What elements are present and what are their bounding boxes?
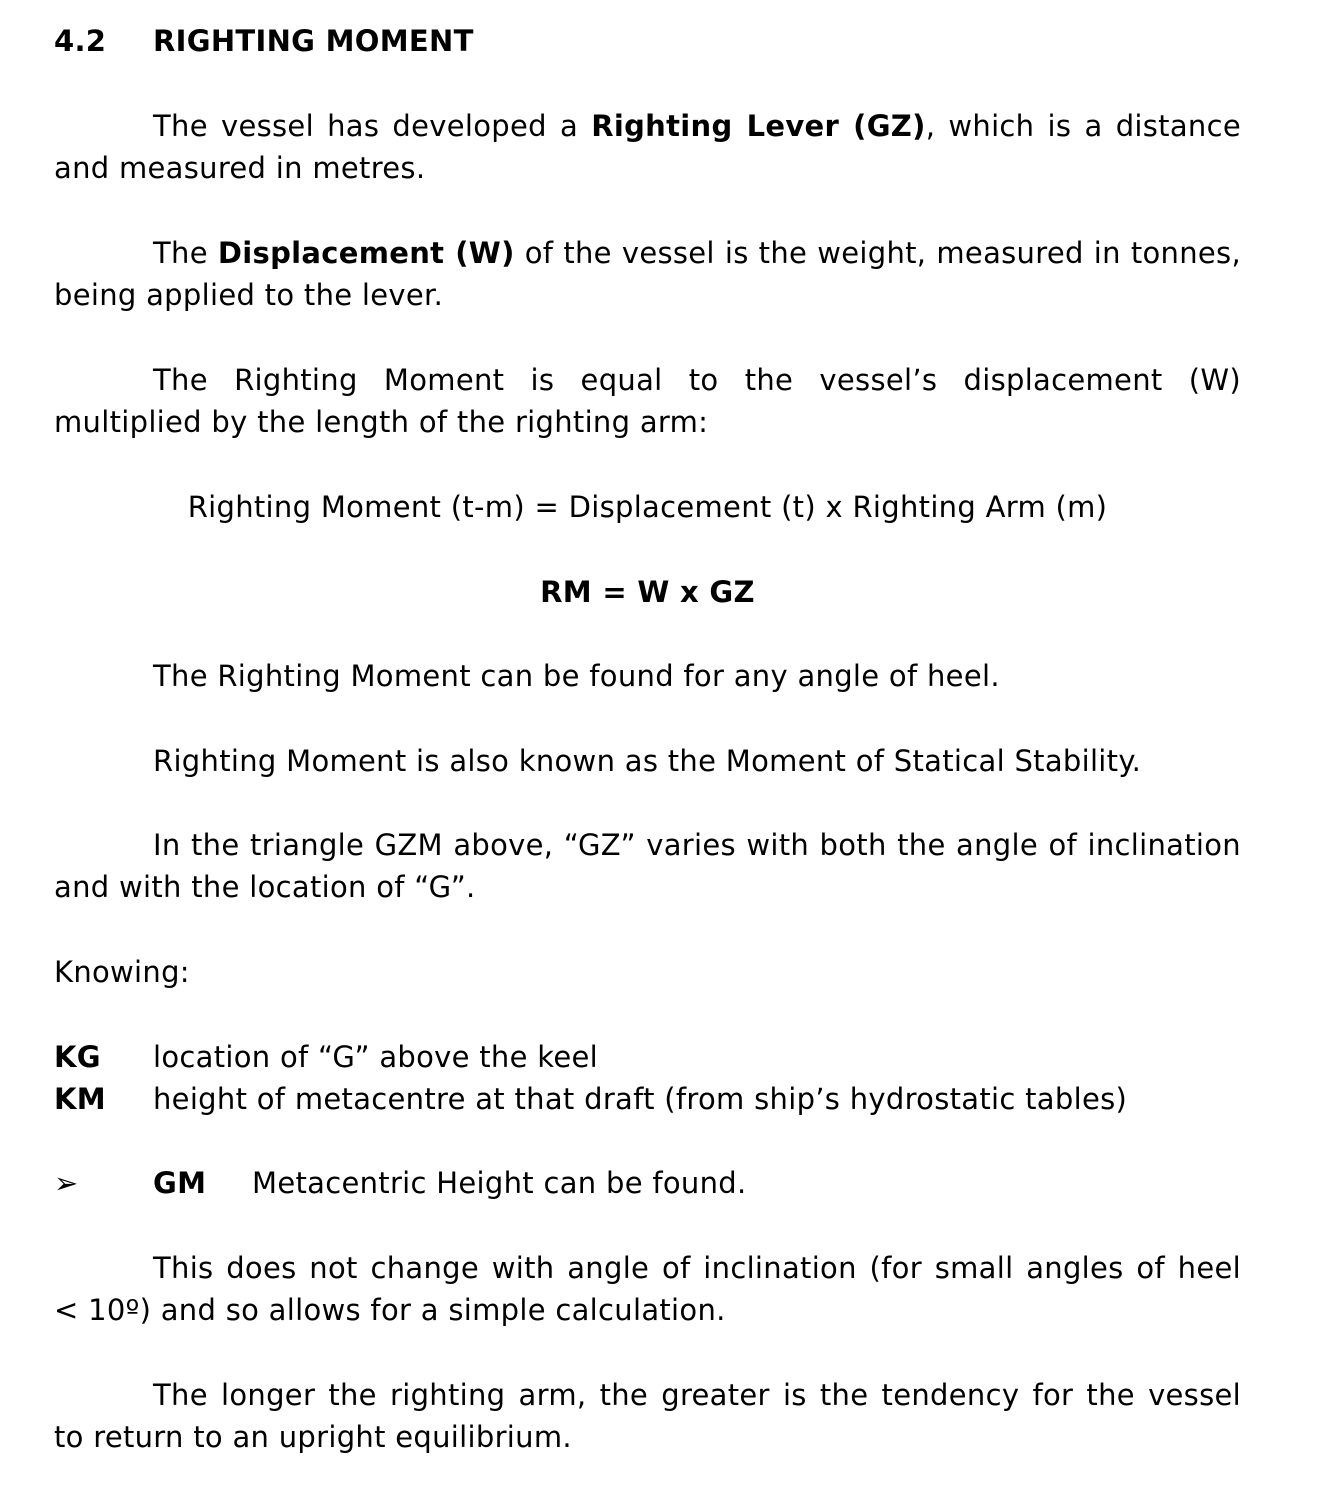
section-heading [54,24,474,58]
paragraph-1-line-2: and measured in metres. [54,151,426,185]
paragraph-3-line-1: The Righting Moment is equal to the vessel’s displacement (W) [153,363,1241,397]
paragraph-5: Righting Moment is also known as the Moment of Statical Stability. [153,744,1142,778]
paragraph-2-line-2: being applied to the lever. [54,278,444,312]
bullet-gm [54,1166,747,1200]
term-kg-definition: location of “G” above the keel [153,1040,598,1074]
paragraph-7-line-2: < 10º) and so allows for a simple calculation. [54,1293,726,1327]
term-km-definition: height of metacentre at that draft (from ship’s hydrostatic tables) [153,1082,1128,1116]
paragraph-8-line-2: to return to an upright equilibrium. [54,1420,572,1454]
term-row-kg [54,1040,598,1074]
paragraph-1-line-1: The vessel has developed a Righting Lever (GZ), which is a distance [153,109,1241,143]
arrow-bullet-icon: ➢ [54,1166,79,1200]
term-row-km [54,1082,1127,1116]
paragraph-4: The Righting Moment can be found for any angle of heel. [153,659,1000,693]
term-km: KM [54,1082,106,1116]
section-number: 4.2 [54,24,107,58]
knowing-label: Knowing: [54,955,190,989]
paragraph-2-line-1: The Displacement (W) of the vessel is the weight, measured in tonnes, [153,236,1241,270]
paragraph-7-line-1: This does not change with angle of inclination (for small angles of heel [153,1251,1241,1285]
paragraph-8-line-1: The longer the righting arm, the greater is the tendency for the vessel [153,1378,1241,1412]
term-gm: GM [153,1166,207,1200]
formula-words: Righting Moment (t-m) = Displacement (t) x Righting Arm (m) [187,490,1108,524]
paragraph-6-line-1: In the triangle GZM above, “GZ” varies with both the angle of inclination [153,828,1241,862]
displacement-term: Displacement (W) [217,236,515,270]
paragraph-6-line-2: and with the location of “G”. [54,870,476,904]
term-kg: KG [54,1040,101,1074]
righting-lever-term: Righting Lever (GZ) [591,109,926,143]
section-title: RIGHTING MOMENT [153,24,474,58]
term-gm-text: Metacentric Height can be found. [252,1166,747,1200]
paragraph-3-line-2: multiplied by the length of the righting arm: [54,405,709,439]
formula-symbols: RM = W x GZ [540,575,755,609]
